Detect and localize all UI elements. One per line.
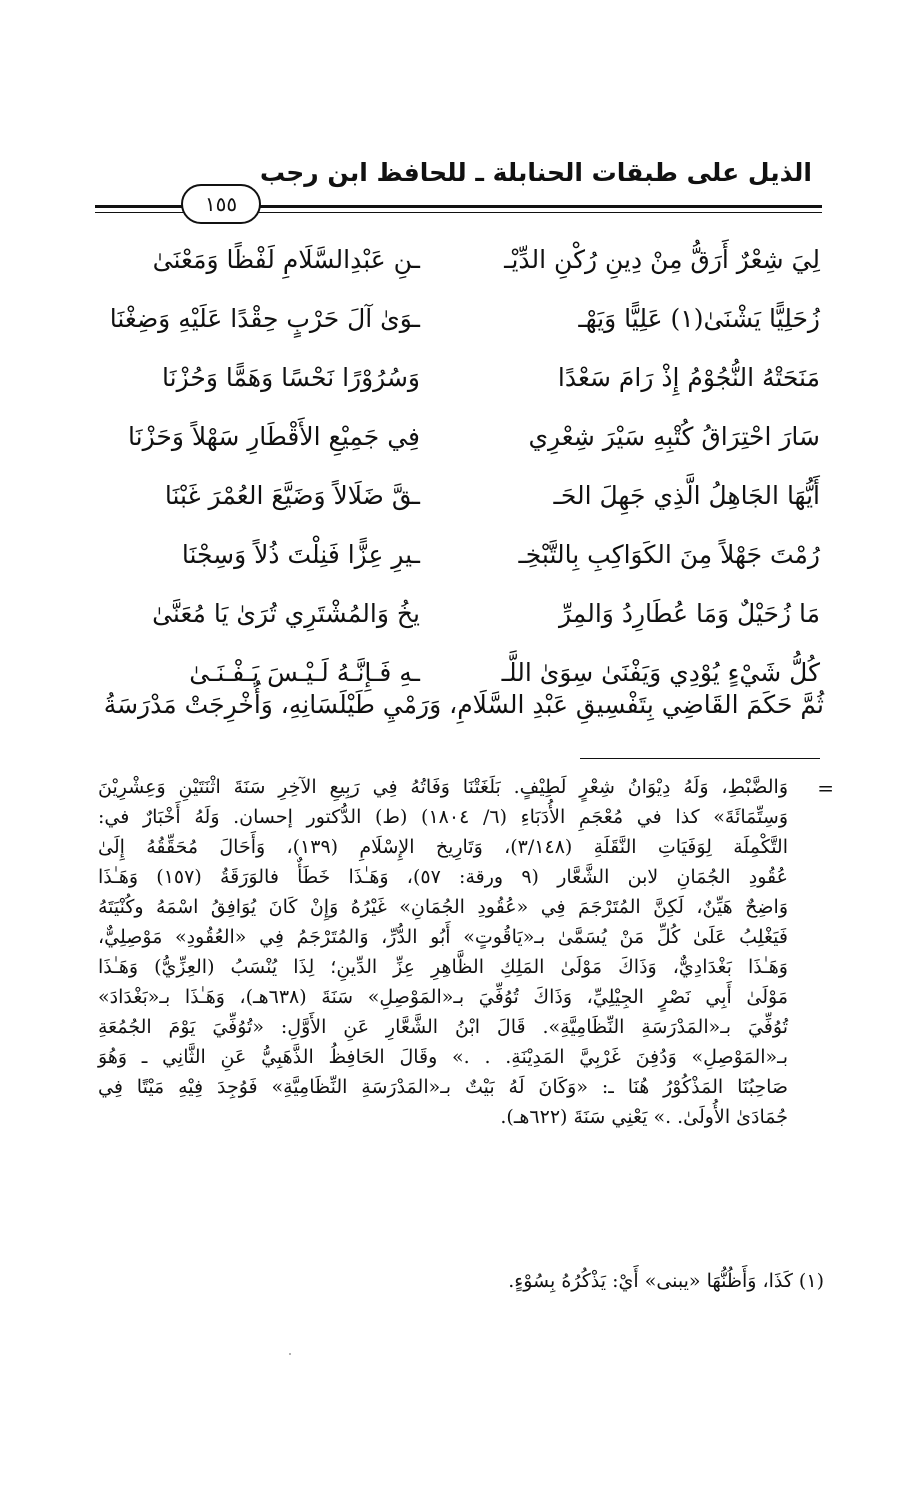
verse-first-hemistich: مَا زُحَيْلٌ وَمَا عُطَارِدُ وَالمِرِّ: [558, 599, 820, 628]
verse-first-hemistich: كُلُّ شَيْءٍ يُوْدِي وَيَفْنَىٰ سِوَىٰ اللَّـ: [501, 658, 820, 687]
verse-second-hemistich: فِي جَمِيْعِ الأَقْطَارِ سَهْلاً وَحَزْنَا: [128, 422, 420, 451]
footnotes: [97, 772, 824, 1132]
footnote-1: (١) كَذَا، وَأَظُنُّهَا «يبنى» أَيْ: يَذْكُرُهُ بِسُوْءٍ.: [508, 1270, 824, 1292]
prose-paragraph: ثُمَّ حَكَمَ القَاضِي بِتَفْسِيقِ عَبْدِ السَّلَامِ، وَرَمْيِ طَيْلَسَانِهِ، وَأُخْرِجَتْ مَدْرَسَةُ: [103, 690, 824, 719]
verse-row: [100, 481, 820, 540]
verse-row: [100, 422, 820, 481]
footnote-line: وَاضِحٌ هَيِّنٌ، لَكِنَّ المُتَرْجَمَ فِي «عُقُودِ الجُمَانِ» غَيْرُهُ وَإِنْ كَانَ يُوَافِقُ اسْمَهُ وكُنْيَتَهُ: [98, 896, 788, 918]
verse-row: [100, 245, 820, 304]
verse-row: [100, 540, 820, 599]
footnote-line: جُمَادَىٰ الأُولَىٰ. .» يَعْنِي سَنَةَ (٦٢٢هـ).: [500, 1106, 788, 1128]
footnote-line: وَهَـٰذَا بَغْدَادِيٌّ، وَذَاكَ مَوْلَىٰ المَلِكِ الظَّاهِرِ عِزِّ الدِّينِ؛ لِذَا يُنْسَبُ (العِزِّيُّ) وَهَـٰذَا: [98, 956, 788, 978]
verse-first-hemistich: زُحَلِيًّا يَشْنَىٰ(١) عَلِيًّا وَيَهْـ: [578, 304, 820, 333]
rule-left-thin: [95, 212, 185, 213]
footnote-line: عُقُودِ الجُمَانِ لابن الشَّعَّار (٩ ورقة: ٥٧)، وَهَـٰذَا خَطَأٌ فالوَرَقَةُ (١٥٧) وَهَـٰذَا: [98, 866, 789, 888]
speck: [289, 1353, 291, 1355]
rule-right-thin: [257, 212, 822, 213]
verse-first-hemistich: لِيَ شِعْرٌ أَرَقُّ مِنْ دِينِ رُكْنِ الدِّيْـ: [504, 245, 820, 274]
verse-second-hemistich: وَسُرُوْرًا نَحْسًا وَهَمًّا وَحُزْنَا: [162, 363, 420, 392]
rule-right-thick: [257, 205, 822, 208]
footnote-line: وَالضَّبْطِ، وَلَهُ دِيْوَانُ شِعْرٍ لَطِيْفٍ. بَلَغَتْنَا وَفَاتُهُ فِي رَبِيعِ الآخِرِ سَنَةَ اثْنَتَيْنِ وَعِشْرِيْنَ: [98, 776, 788, 798]
verse-first-hemistich: رُمْتَ جَهْلاً مِنَ الكَوَاكِبِ بِالتَّبْخِـ: [518, 540, 820, 569]
poem: [100, 245, 820, 717]
footnote-line: فَيَغْلِبُ عَلَىٰ كُلِّ مَنْ يُسَمَّىٰ بـ«يَاقُوتٍ» أَبُو الدُّرِّ، وَالمُتَرْجَمُ فِي «العُقُودِ» مَوْصِلِيٌّ،: [98, 926, 788, 948]
verse-second-hemistich: يخُ وَالمُشْتَرِي تُرَىٰ يَا مُعَنَّىٰ: [152, 599, 420, 628]
footnote-separator: [580, 758, 820, 759]
footnote-line: وَسِتِّمَائَةَ» كذا في مُعْجَمِ الأُدَبَاءِ (٦/ ١٨٠٤) (ط) الدُّكتور إحسان. وَلَهُ أَخْبَارٌ في:: [98, 806, 788, 828]
verse-second-hemistich: ـوَىٰ آلَ حَرْبٍ حِقْدًا عَلَيْهِ وَضِغْنَا: [109, 304, 420, 333]
verse-second-hemistich: ـهِ فَـإِنَّـهُ لَـيْـسَ يَـفْـنَـىٰ: [189, 658, 420, 687]
footnote-continued: [98, 772, 788, 1132]
verse-second-hemistich: ـنِ عَبْدِالسَّلَامِ لَفْظًا وَمَعْنَىٰ: [152, 245, 420, 274]
footnote-line: التَّكْمِلَة لِوَفَيَاتِ النَّقَلَةِ (٣/١٤٨)، وَتَارِيخ الإِسْلَامِ (١٣٩)، وَأَحَالَ مُحَقِّقُهُ إِلَىٰ: [98, 836, 788, 858]
verse-second-hemistich: ـيرِ عِزًّا فَنِلْتَ ذُلاً وَسِجْنَا: [181, 540, 420, 569]
verse-second-hemistich: ـقَّ ضَلَالاً وَضَيَّعَ العُمْرَ غَبْنَا: [164, 481, 420, 510]
footnote-line: تُوُفِّيَ بـ«المَدْرَسَةِ النِّظَامِيَّةِ». قَالَ ابْنُ الشَّعَّارِ عَنِ الأَوَّلِ: «تُوُفِّيَ يَوْمَ الجُمُعَةِ: [98, 1016, 788, 1038]
footnote-line: مَوْلَىٰ أَبِي نَصْرٍ الجِيْلِيِّ، وَذَاكَ تُوُفِّيَ بـ«المَوْصِلِ» سَنَةَ (٦٣٨هـ)، وَهَـٰذَا بـ«بَغْدَادَ»: [98, 986, 788, 1008]
verse-first-hemistich: سَارَ احْتِرَاقُ كُتْبِهِ سَيْرَ شِعْرِي: [528, 422, 820, 451]
verse-row: [100, 363, 820, 422]
footnote-continuation-mark: =: [817, 776, 834, 800]
footnote-line: بـ«المَوْصِلِ» وَدُفِنَ غَرْبِيَّ المَدِيْنَةِ. . .» وقَالَ الحَافِظُ الذَّهَبِيُّ عَنِ الثَّانِي ـ وَهُوَ: [98, 1046, 788, 1068]
running-title: الذيل على طبقات الحنابلة ـ للحافظ ابن رجب: [259, 158, 812, 187]
verse-row: [100, 304, 820, 363]
verse-first-hemistich: أَيُّهَا الجَاهِلُ الَّذِي جَهِلَ الحَـ: [553, 481, 820, 510]
page-number: ١٥٥: [181, 184, 261, 224]
verse-first-hemistich: مَنَحَتْهُ النُّجُوْمُ إِذْ رَامَ سَعْدًا: [557, 363, 820, 392]
rule-left-thick: [95, 205, 185, 208]
footnote-line: صَاحِبُنَا المَذْكُوْرُ هُنَا ـ: «وَكَانَ لَهُ بَيْتٌ بـ«المَدْرَسَةِ النِّظَامِيَّةِ» فَوُجِدَ فِيْهِ مَيْتًا فِي: [98, 1076, 788, 1098]
verse-row: [100, 599, 820, 658]
